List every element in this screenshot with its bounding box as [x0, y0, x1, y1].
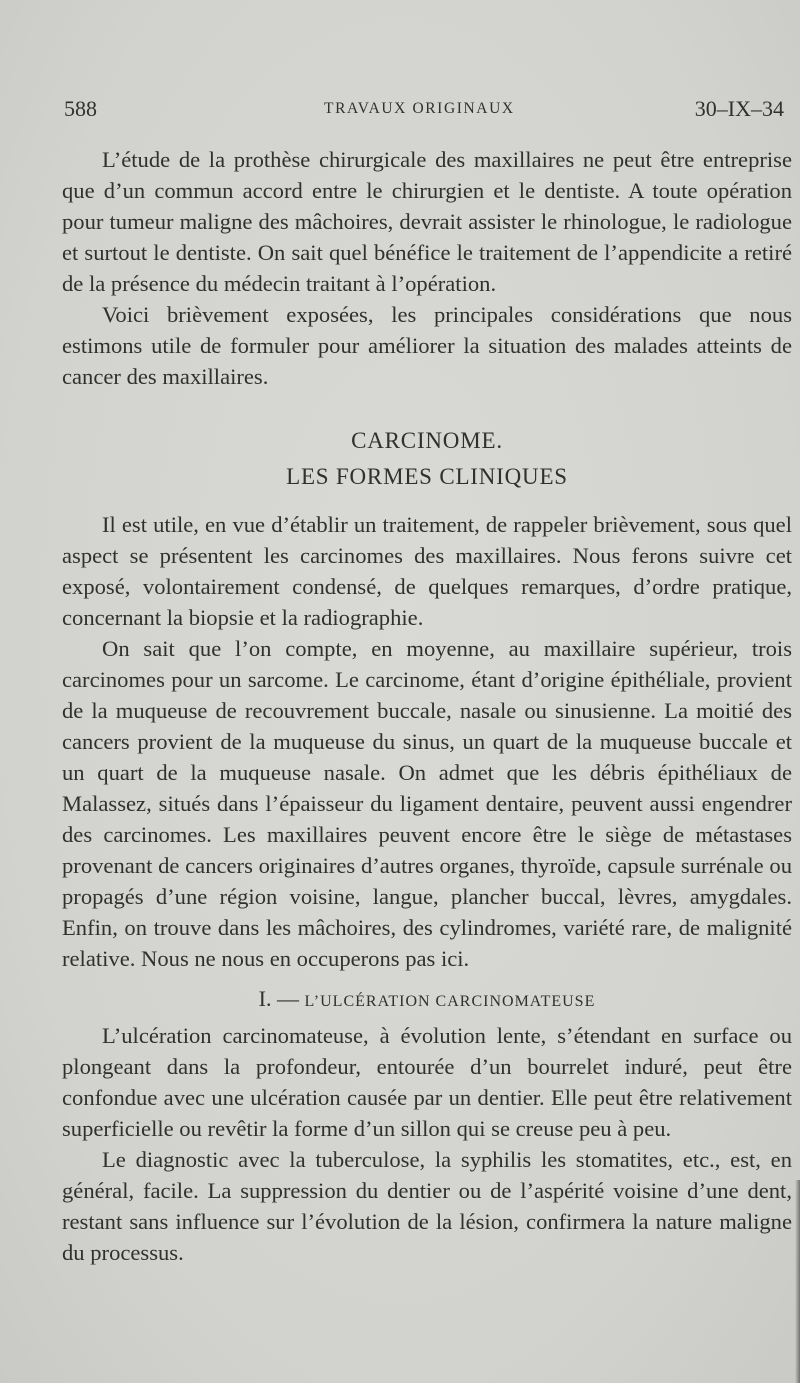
paragraph: Voici brièvement exposées, les principales considérations que nous estimons utile de formuler pour améliorer la situation des malades atteints de cancer des maxillaires.: [62, 302, 792, 389]
chapter-subheading: LES FORMES CLINIQUES: [286, 464, 568, 489]
section-number: I. —: [258, 986, 299, 1011]
running-header: [64, 96, 784, 126]
paragraph: Il est utile, en vue d’établir un traitement, de rappeler brièvement, sous quel aspect se présentent les carcinomes des maxillaires. Nous ferons suivre cet exposé, volontairement condensé, de quelques remarques, d’ordre pratique, concernant la biopsie et la radiographie.: [62, 512, 792, 630]
paragraph: L’ulcération carcinomateuse, à évolution lente, s’étendant en surface ou plongeant dans la profondeur, entourée d’un bourrelet induré, peut être confondue avec une ulcération causée par un dentier. Elle peut être relativement superficielle ou revêtir la forme d’un sillon qui se creuse peu à peu.: [62, 1023, 792, 1141]
intro-text-block: [62, 144, 792, 392]
issue-date: 30–IX–34: [694, 96, 784, 121]
paragraph: On sait que l’on compte, en moyenne, au maxillaire supérieur, trois carcinomes pour un sarcome. Le carcinome, étant d’origine épithéliale, provient de la muqueuse de recouvrement buccale, nasale ou sinusienne. La moitié des cancers provient de la muqueuse du sinus, un quart de la muqueuse buccale et un quart de la muqueuse nasale. On admet que les débris épithéliaux de Malassez, situés dans l’épaisseur du ligament dentaire, peuvent aussi engendrer des carcinomes. Les maxillaires peuvent encore être le siège de métastases provenant de cancers originaires d’autres organes, thyroïde, capsule surrénale ou propagés d’une région voisine, langue, plancher buccal, lèvres, amygdales. Enfin, on trouve dans les mâchoires, des cylindromes, variété rare, de malignité relative. Nous ne nous en occuperons pas ici.: [62, 636, 792, 971]
chapter-heading: CARCINOME.: [351, 428, 503, 453]
page-number: 588: [64, 96, 97, 121]
page-edge-shadow: [795, 1180, 800, 1383]
clinical-forms-text-block: [62, 509, 792, 974]
section-title: L’ULCÉRATION CARCINOMATEUSE: [304, 993, 596, 1010]
paragraph: L’étude de la prothèse chirurgicale des maxillaires ne peut être entreprise que d’un commun accord entre le chirurgien et le dentiste. A toute opération pour tumeur maligne des mâchoires, devrait assister le rhinologue, le radiologue et surtout le dentiste. On sait quel bénéfice le traitement de l’appendicite a retiré de la présence du médecin traitant à l’opération.: [62, 147, 792, 296]
running-title: TRAVAUX ORIGINAUX: [324, 100, 515, 117]
section-heading: [62, 986, 792, 1012]
ulceration-text-block: [62, 1020, 792, 1268]
paragraph: Le diagnostic avec la tuberculose, la syphilis les stomatites, etc., est, en général, facile. La suppression du dentier ou de l’aspérité voisine d’une dent, restant sans influence sur l’évolution de la lésion, confirmera la nature maligne du processus.: [62, 1147, 792, 1265]
